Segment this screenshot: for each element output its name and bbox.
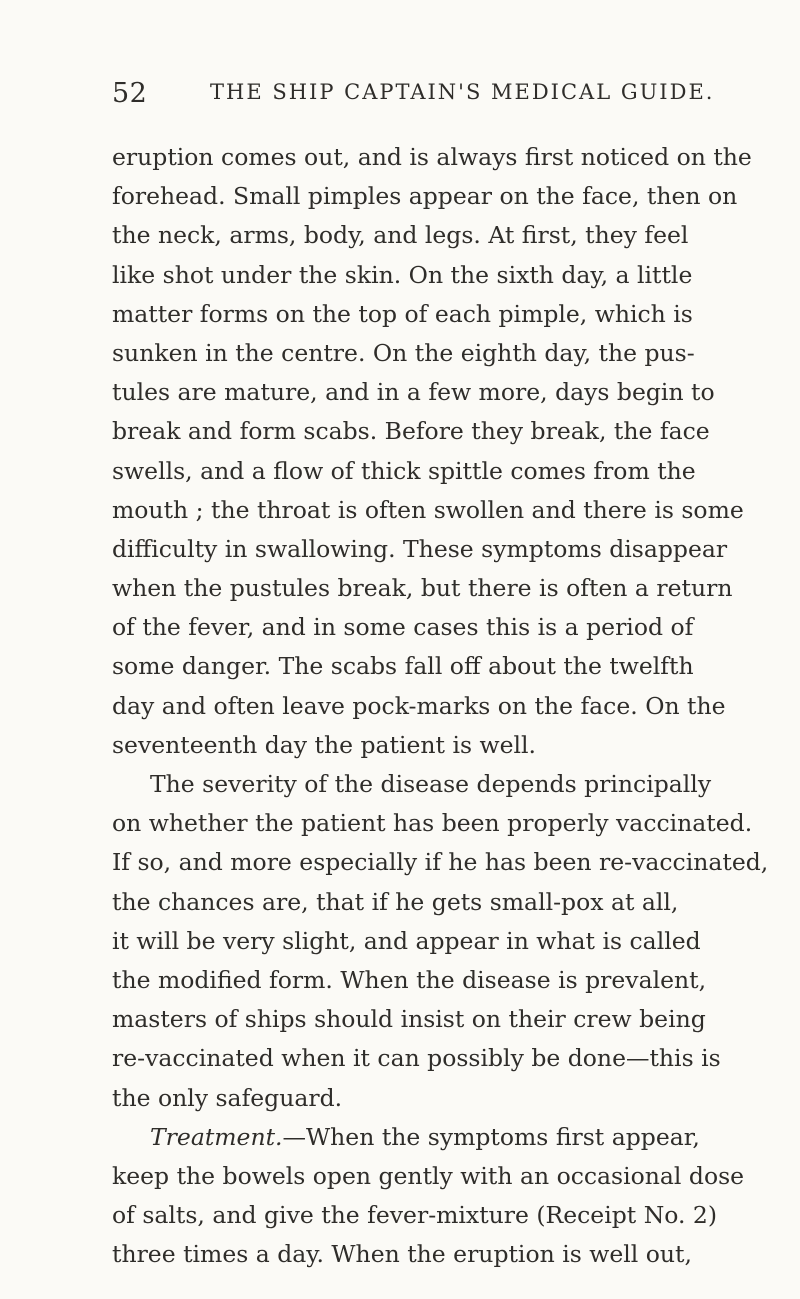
- text-line: eruption comes out, and is always first noticed on the: [112, 143, 752, 171]
- text-line: The severity of the disease depends principally: [150, 770, 712, 798]
- text-line: of salts, and give the fever-mixture (Receipt No. 2): [112, 1201, 718, 1230]
- text-line: when the pustules break, but there is often a return: [112, 574, 733, 603]
- text-line: on whether the patient has been properly vaccinated.: [112, 809, 753, 838]
- text-line: If so, and more especially if he has been re-vaccinated,: [112, 848, 769, 877]
- text-line: keep the bowels open gently with an occasional dose: [112, 1161, 745, 1190]
- text-line: of the fever, and in some cases this is a period of: [112, 613, 694, 642]
- treatment-label: Treatment.: [150, 1122, 283, 1151]
- text-line: day and often leave pock-marks on the face. On the: [112, 691, 726, 720]
- page-header: [112, 78, 715, 118]
- text-line: the chances are, that if he gets small-pox at all,: [112, 887, 679, 916]
- text-line: masters of ships should insist on their crew being: [112, 1005, 706, 1034]
- text-line: tules are mature, and in a few more, days begin to: [112, 378, 715, 407]
- treatment-text: —When the symptoms first appear,: [282, 1122, 700, 1151]
- text-line: like shot under the skin. On the sixth day, a little: [112, 260, 693, 289]
- text-line: swells, and a flow of thick spittle comes from the: [112, 456, 696, 485]
- page-number: 52: [112, 78, 148, 109]
- text-line: mouth ; the throat is often swollen and there is some: [112, 495, 744, 524]
- body-text: [112, 138, 769, 1274]
- text-line: matter forms on the top of each pimple, which is: [112, 299, 693, 328]
- treatment-line: [112, 1118, 700, 1157]
- text-line: re-vaccinated when it can possibly be done—this is: [112, 1044, 721, 1073]
- text-line: the modified form. When the disease is prevalent,: [112, 965, 707, 994]
- text-line: the neck, arms, body, and legs. At first, they feel: [112, 221, 689, 250]
- text-line: forehead. Small pimples appear on the face, then on: [112, 182, 738, 211]
- text-line: seventeenth day the patient is well.: [112, 730, 537, 759]
- text-line: some danger. The scabs fall off about the twelfth: [112, 652, 694, 681]
- text-line: the only safeguard.: [112, 1083, 343, 1112]
- text-line: three times a day. When the eruption is well out,: [112, 1240, 692, 1269]
- text-line: it will be very slight, and appear in what is called: [112, 926, 701, 955]
- text-line: sunken in the centre. On the eighth day, the pus-: [112, 338, 695, 367]
- text-line: difficulty in swallowing. These symptoms disappear: [112, 534, 728, 563]
- text-line: break and form scabs. Before they break, the face: [112, 417, 710, 446]
- running-head: THE SHIP CAPTAIN'S MEDICAL GUIDE.: [210, 80, 715, 104]
